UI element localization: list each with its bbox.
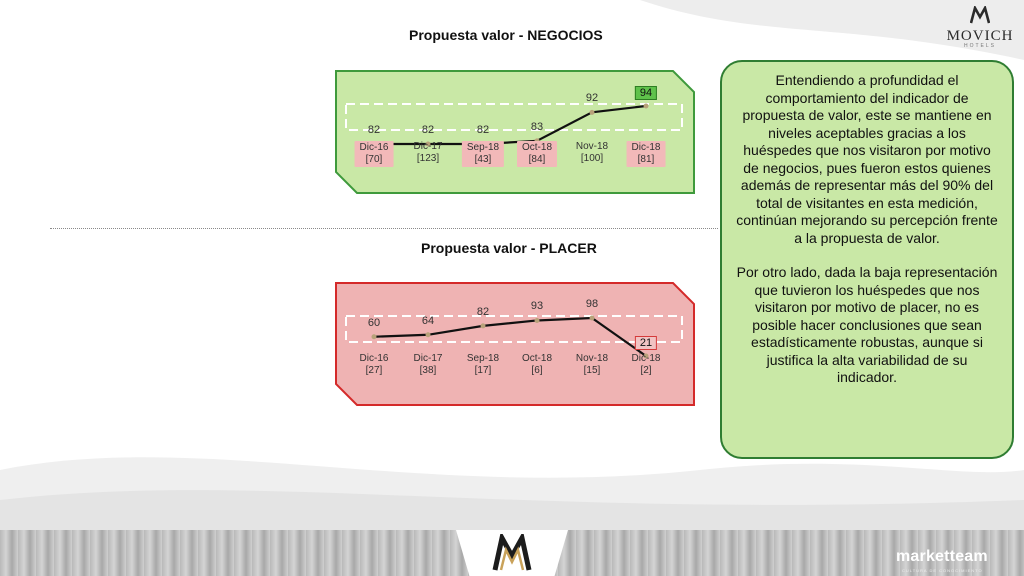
placer-category-label-2: Sep-18 [466, 353, 500, 364]
negocios-category-count-0: [70] [365, 154, 383, 165]
movich-logo [942, 6, 1018, 49]
placer-category-1 [414, 353, 443, 377]
placer-value-label-5: 21 [635, 336, 657, 350]
negocios-value-label-3: 83 [530, 120, 544, 133]
negocios-category-label-3: Oct-18 [521, 142, 553, 153]
placer-category-count-5: [2] [640, 365, 652, 376]
placer-category-label-4: Nov-18 [575, 353, 609, 364]
negocios-category-count-4: [100] [580, 153, 604, 164]
brand-name: MOVICH [946, 28, 1014, 44]
negocios-category-label-1: Dic-17 [413, 141, 443, 152]
placer-category-count-4: [15] [583, 365, 601, 376]
negocios-category-4 [576, 141, 608, 165]
placer-category-label-5: Dic-18 [631, 353, 661, 364]
placer-category-3 [522, 353, 552, 377]
placer-category-count-2: [17] [474, 365, 492, 376]
title-negocios: Propuesta valor - NEGOCIOS [409, 27, 603, 43]
placer-category-4 [576, 353, 608, 377]
negocios-category-label-0: Dic-16 [359, 142, 389, 153]
placer-value-label-1: 64 [421, 314, 435, 327]
placer-value-label-3: 93 [530, 300, 544, 313]
title-placer: Propuesta valor - PLACER [421, 240, 597, 256]
negocios-category-0 [355, 141, 394, 167]
commentary-paragraph-1: Entendiendo a profundidad el comportamiento del indicador de propuesta de valor, este se mantiene en niveles aceptables gracias a los huéspedes que nos visitaron por motivo de negocios, pues fueron estos quienes además de representar más del 90% del total de visitantes en esta medición, continúan mejorando su percepción frente a la propuesta de valor. [736, 72, 998, 246]
placer-value-label-2: 82 [476, 305, 490, 318]
placer-category-label-1: Dic-17 [413, 353, 443, 364]
placer-category-count-1: [38] [419, 365, 437, 376]
placer-value-label-0: 60 [367, 316, 381, 329]
negocios-category-count-1: [123] [416, 153, 440, 164]
placer-category-label-0: Dic-16 [359, 353, 389, 364]
movich-footer-mark-icon [492, 534, 532, 572]
negocios-point-4 [590, 110, 595, 115]
commentary-box [720, 60, 1014, 459]
placer-category-count-3: [6] [531, 365, 543, 376]
negocios-category-5 [627, 141, 666, 167]
negocios-category-label-2: Sep-18 [466, 142, 500, 153]
negocios-category-label-5: Dic-18 [631, 142, 661, 153]
placer-category-count-0: [27] [365, 365, 383, 376]
negocios-value-label-1: 82 [421, 124, 435, 136]
marketteam-tagline: CULTURA DE CONOCIMIENTO [902, 568, 983, 573]
negocios-category-count-5: [81] [637, 154, 655, 165]
placer-point-2 [481, 323, 486, 328]
placer-category-label-3: Oct-18 [521, 353, 553, 364]
brand-sub: HOTELS [963, 43, 996, 49]
negocios-category-label-4: Nov-18 [575, 141, 609, 152]
section-divider [50, 228, 718, 229]
negocios-value-label-2: 82 [476, 124, 490, 136]
marketteam-logo: marketteam [896, 548, 988, 565]
negocios-point-5 [644, 104, 649, 109]
movich-mark-icon [970, 6, 990, 24]
placer-point-4 [590, 316, 595, 321]
placer-category-2 [467, 353, 499, 377]
placer-point-1 [426, 332, 431, 337]
negocios-category-count-2: [43] [474, 154, 492, 165]
commentary-paragraph-2: Por otro lado, dada la baja representación que tuvieron los huéspedes que nos visitaron por motivo de placer, no es posible hacer conclusiones que sean estadísticamente robustas, aunque si justifica la alta variabilidad de su indicador. [736, 264, 998, 385]
negocios-category-1 [414, 141, 443, 165]
negocios-category-2 [462, 141, 504, 167]
negocios-category-3 [517, 141, 557, 167]
placer-point-0 [372, 334, 377, 339]
negocios-value-label-0: 82 [367, 124, 381, 136]
negocios-value-label-5: 94 [635, 86, 657, 100]
negocios-value-label-4: 92 [585, 92, 599, 105]
negocios-category-count-3: [84] [528, 154, 546, 165]
placer-point-3 [535, 318, 540, 323]
placer-value-label-4: 98 [585, 298, 599, 310]
placer-category-5 [632, 353, 661, 377]
placer-category-0 [360, 353, 389, 377]
